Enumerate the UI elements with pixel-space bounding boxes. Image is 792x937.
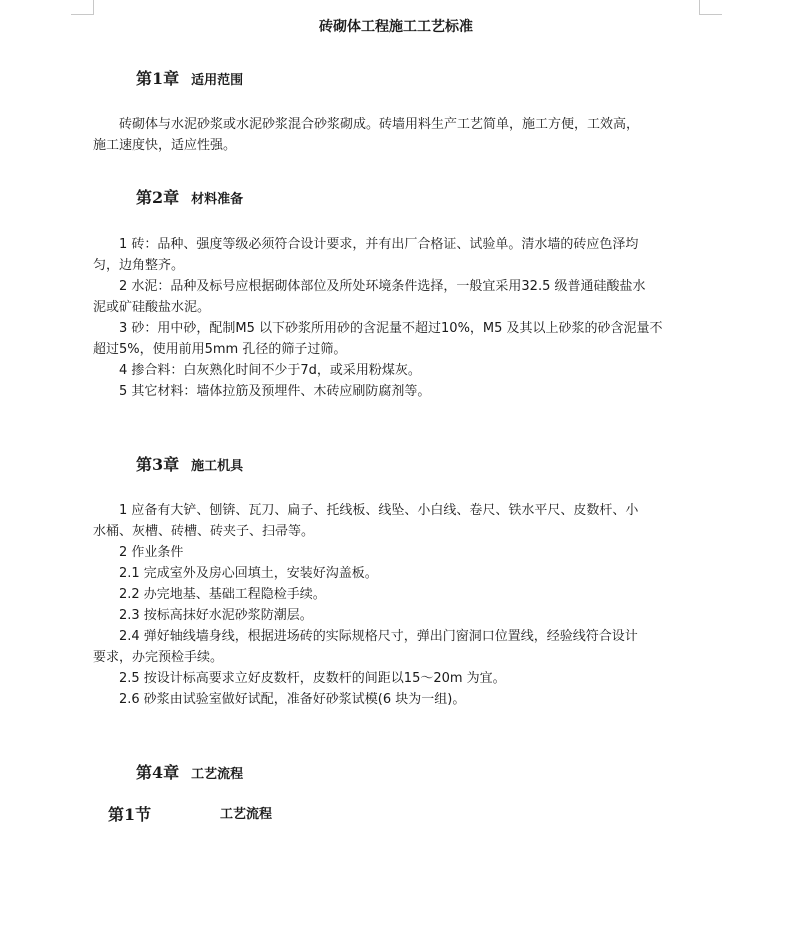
paragraph-line: 2 作业条件	[119, 545, 184, 560]
paragraph-line: 要求，办完预检手续。	[93, 650, 224, 665]
paragraph-line: 水桶、灰槽、砖槽、砖夹子、扫帚等。	[93, 524, 315, 539]
crop-mark-top-left	[71, 0, 94, 15]
paragraph-line: 匀，边角整齐。	[93, 258, 185, 273]
paragraph-line: 泥或矿硅酸盐水泥。	[93, 300, 211, 315]
document-title: 砖砌体工程施工工艺标准	[319, 19, 473, 35]
chapter-title: 材料准备	[191, 192, 244, 207]
section-number: 第1节	[108, 805, 152, 824]
paragraph-line: 砖砌体与水泥砂浆或水泥砂浆混合砂浆砌成。砖墙用料生产工艺简单，施工方便，工效高，	[119, 117, 640, 132]
paragraph-line: 2.3 按标高抹好水泥砂浆防潮层。	[119, 608, 313, 623]
paragraph-line: 3 砂：用中砂，配制M5 以下砂浆所用砂的含泥量不超过10%，M5 及其以上砂浆的砂含泥量不	[119, 321, 663, 336]
paragraph-line: 2.2 办完地基、基础工程隐检手续。	[119, 587, 326, 602]
paragraph-line: 施工速度快，适应性强。	[93, 138, 237, 153]
paragraph-line: 2.6 砂浆由试验室做好试配，准备好砂浆试模(6 块为一组)。	[119, 692, 466, 707]
chapter-number: 第4章	[136, 763, 180, 782]
paragraph-line: 4 掺合料：白灰熟化时间不少于7d，或采用粉煤灰。	[119, 363, 421, 378]
chapter-title: 工艺流程	[191, 767, 244, 782]
section-1-heading	[108, 802, 273, 825]
paragraph-line: 5 其它材料：墙体拉筋及预埋件、木砖应刷防腐剂等。	[119, 384, 431, 399]
chapter-4-heading	[136, 760, 243, 783]
chapter-3-heading	[136, 452, 243, 475]
chapter-number: 第2章	[136, 188, 180, 207]
paragraph-line: 1 应备有大铲、刨锛、瓦刀、扁子、托线板、线坠、小白线、卷尺、铁水平尺、皮数杆、小	[119, 503, 639, 518]
crop-mark-top-right	[699, 0, 722, 15]
section-title: 工艺流程	[220, 807, 273, 822]
chapter-title: 施工机具	[191, 459, 244, 474]
paragraph-line: 2.1 完成室外及房心回填土，安装好沟盖板。	[119, 566, 378, 581]
chapter-1-body	[93, 114, 693, 156]
paragraph-line: 1 砖：品种、强度等级必须符合设计要求，并有出厂合格证、试验单。清水墙的砖应色泽均	[119, 237, 639, 252]
chapter-title: 适用范围	[191, 73, 244, 88]
chapter-1-heading	[136, 66, 243, 89]
paragraph-line: 超过5%，使用前用5mm 孔径的筛子过筛。	[93, 342, 347, 357]
chapter-2-heading	[136, 185, 243, 208]
paragraph-line: 2.5 按设计标高要求立好皮数杆，皮数杆的间距以15～20m 为宜。	[119, 671, 506, 686]
chapter-2-body	[93, 234, 693, 402]
paragraph-line: 2.4 弹好轴线墙身线，根据进场砖的实际规格尺寸，弹出门窗洞口位置线，经验线符合设计	[119, 629, 638, 644]
paragraph-line: 2 水泥：品种及标号应根据砌体部位及所处环境条件选择，一般宜采用32.5 级普通硅酸盐水	[119, 279, 646, 294]
chapter-number: 第1章	[136, 69, 180, 88]
chapter-number: 第3章	[136, 455, 180, 474]
chapter-3-body	[93, 500, 693, 710]
